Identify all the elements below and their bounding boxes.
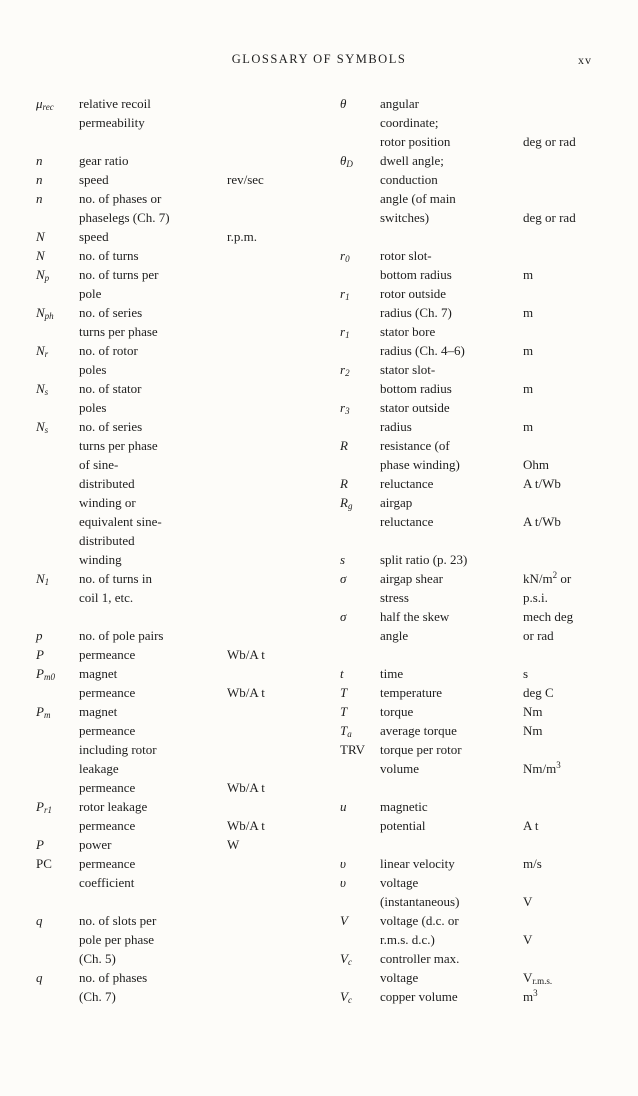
description: angular [380, 96, 419, 111]
description: rotor position [380, 134, 451, 149]
description: radius (Ch. 4–6) [380, 343, 465, 358]
symbol: V [340, 913, 348, 928]
description: pole [79, 286, 102, 301]
unit: $Nm/m^3$ [523, 760, 561, 776]
description: (Ch. 7) [79, 989, 116, 1004]
symbol-subscript: p [44, 273, 50, 283]
symbol: t [340, 666, 344, 681]
unit: Wb/A t [227, 647, 265, 662]
symbol: q [36, 970, 43, 985]
symbol: $r_1$ [340, 286, 350, 302]
symbol-subscript: 1 [345, 292, 350, 302]
symbol: $N_{ph}$ [36, 305, 54, 321]
symbol: $\theta_D$ [340, 153, 353, 169]
description: no. of rotor [79, 343, 138, 358]
description: airgap [380, 495, 413, 510]
unit: rev/sec [227, 172, 264, 187]
description: voltage [380, 970, 419, 985]
description: power [79, 837, 112, 852]
symbol: $\mu_{rec}$ [36, 96, 54, 112]
symbol: σ [340, 609, 347, 624]
description: r.m.s. d.c.) [380, 932, 435, 947]
description: phase winding) [380, 457, 460, 472]
description: rotor outside [380, 286, 447, 301]
unit: $kN/m^2$ or [523, 570, 572, 586]
symbol-subscript: ph [44, 311, 54, 321]
description: voltage (d.c. or [380, 913, 459, 928]
symbol-subscript: s [44, 425, 49, 435]
unit: $m^3$ [523, 988, 538, 1004]
description: angle [380, 628, 409, 643]
unit: m/s [523, 856, 542, 871]
description: of sine- [79, 457, 119, 472]
description: permeance [79, 780, 136, 795]
description: (instantaneous) [380, 894, 460, 909]
symbol: $r_1$ [340, 324, 350, 340]
symbol: N [36, 248, 45, 263]
symbol: s [340, 552, 346, 567]
description: speed [79, 172, 109, 187]
unit-superscript: 2 [552, 570, 558, 580]
description: bottom radius [380, 267, 452, 282]
description: no. of turns in [79, 571, 152, 586]
description: pole per phase [79, 932, 155, 947]
symbol: TRV [340, 742, 365, 757]
symbol: p [36, 628, 43, 643]
symbol: $R_g$ [340, 495, 353, 511]
symbol: σ [340, 571, 347, 586]
page-header-title: GLOSSARY OF SYMBOLS [231, 52, 407, 66]
description: no. of series [79, 419, 143, 434]
description: speed [79, 229, 109, 244]
unit: Ohm [523, 457, 549, 472]
symbol: $N_r$ [36, 343, 49, 359]
description: including rotor [79, 742, 157, 757]
symbol: υ [340, 875, 346, 890]
description: no. of pole pairs [79, 628, 164, 643]
description: permeance [79, 647, 136, 662]
description: rotor leakage [79, 799, 148, 814]
symbol: υ [340, 856, 346, 871]
symbol: T [340, 685, 348, 700]
description: permeance [79, 685, 136, 700]
symbol: R [340, 476, 348, 491]
unit: mech deg [523, 609, 574, 624]
unit: p.s.i. [523, 590, 548, 605]
unit-subscript: r.m.s. [532, 976, 553, 986]
symbol: $V_c$ [340, 989, 352, 1005]
unit: m [523, 305, 534, 320]
description: leakage [79, 761, 119, 776]
description: turns per phase [79, 438, 158, 453]
description: reluctance [380, 476, 434, 491]
description: potential [380, 818, 426, 833]
description: voltage [380, 875, 419, 890]
description: time [380, 666, 404, 681]
description: no. of turns per [79, 267, 159, 282]
unit: s [523, 666, 529, 681]
description: no. of stator [79, 381, 142, 396]
symbol-subscript: r [44, 349, 49, 359]
description: angle (of main [380, 191, 456, 206]
unit: V [523, 932, 533, 947]
description: no. of turns [79, 248, 139, 263]
symbol-subscript: rec [42, 102, 54, 112]
description: bottom radius [380, 381, 452, 396]
description: reluctance [380, 514, 434, 529]
symbol: $T_a$ [340, 723, 352, 739]
unit: A t/Wb [523, 476, 561, 491]
symbol-subscript: 2 [345, 368, 350, 378]
symbol: R [340, 438, 348, 453]
symbol: N [36, 229, 45, 244]
symbol: $P_{m0}$ [36, 666, 55, 682]
unit: A t/Wb [523, 514, 561, 529]
symbol-subscript: r1 [43, 805, 52, 815]
description: split ratio (p. 23) [380, 552, 468, 567]
description: stress [380, 590, 409, 605]
unit: Wb/A t [227, 780, 265, 795]
symbol: $r_0$ [340, 248, 350, 264]
unit: m [523, 419, 534, 434]
symbol: u [340, 799, 347, 814]
unit: m [523, 381, 534, 396]
symbol: $V_c$ [340, 951, 352, 967]
unit: $V_{r.m.s.}$ [523, 970, 553, 986]
description: winding [79, 552, 122, 567]
description: half the skew [380, 609, 450, 624]
description: coil 1, etc. [79, 590, 134, 605]
symbol: $r_2$ [340, 362, 350, 378]
description: no. of slots per [79, 913, 157, 928]
unit: deg or rad [523, 134, 576, 149]
symbol: n [36, 191, 43, 206]
description: permeance [79, 856, 136, 871]
description: rotor slot- [380, 248, 432, 263]
description: radius [380, 419, 412, 434]
unit: A t [523, 818, 539, 833]
symbol-subscript: s [44, 387, 49, 397]
unit: Wb/A t [227, 818, 265, 833]
symbol: $N_p$ [36, 267, 50, 283]
description: distributed [79, 476, 135, 491]
symbol: P [36, 837, 44, 852]
symbol: PC [36, 856, 52, 871]
description: no. of phases or [79, 191, 162, 206]
description: switches) [380, 210, 430, 225]
unit: deg or rad [523, 210, 576, 225]
symbol-subscript: m [43, 710, 51, 720]
symbol-subscript: m0 [43, 672, 55, 682]
description: volume [380, 761, 419, 776]
description: permeance [79, 818, 136, 833]
description: stator outside [380, 400, 450, 415]
symbol: q [36, 913, 43, 928]
description: coefficient [79, 875, 135, 890]
description: equivalent sine- [79, 514, 162, 529]
description: distributed [79, 533, 135, 548]
description: temperature [380, 685, 443, 700]
description: stator bore [380, 324, 436, 339]
description: permeability [79, 115, 145, 130]
description: relative recoil [79, 96, 151, 111]
description: gear ratio [79, 153, 129, 168]
description: average torque [380, 723, 457, 738]
description: poles [79, 400, 107, 415]
symbol: $P_{r1}$ [36, 799, 52, 815]
description: phaselegs (Ch. 7) [79, 210, 170, 225]
unit: Nm [523, 704, 543, 719]
description: airgap shear [380, 571, 443, 586]
description: coordinate; [380, 115, 439, 130]
unit: V [523, 894, 533, 909]
symbol-subscript: 1 [345, 330, 350, 340]
description: torque per rotor [380, 742, 462, 757]
description: magnet [79, 666, 118, 681]
description: winding or [79, 495, 136, 510]
symbol: $N_s$ [36, 381, 49, 397]
description: resistance (of [380, 438, 450, 453]
description: turns per phase [79, 324, 158, 339]
description: linear velocity [380, 856, 455, 871]
unit-superscript: 3 [556, 760, 561, 770]
page-number: xv [578, 53, 592, 67]
unit: W [227, 837, 240, 852]
symbol-subscript: g [347, 501, 353, 511]
unit: Wb/A t [227, 685, 265, 700]
description: poles [79, 362, 107, 377]
symbol-subscript: 3 [345, 406, 350, 416]
symbol: $P_m$ [36, 704, 51, 720]
symbol-subscript: a [347, 729, 352, 739]
symbol: P [36, 647, 44, 662]
description: radius (Ch. 7) [380, 305, 452, 320]
description: conduction [380, 172, 438, 187]
description: copper volume [380, 989, 458, 1004]
description: dwell angle; [380, 153, 444, 168]
symbol: θ [340, 96, 347, 111]
symbol: n [36, 172, 43, 187]
symbol: $N_1$ [36, 571, 50, 587]
description: magnet [79, 704, 118, 719]
description: torque [380, 704, 414, 719]
unit: m [523, 267, 534, 282]
symbol-subscript: c [347, 957, 352, 967]
description: controller max. [380, 951, 460, 966]
unit: or rad [523, 628, 554, 643]
description: stator slot- [380, 362, 436, 377]
symbol-subscript: 0 [345, 254, 350, 264]
unit: m [523, 343, 534, 358]
symbol: n [36, 153, 43, 168]
unit: deg C [523, 685, 554, 700]
symbol: T [340, 704, 348, 719]
description: no. of phases [79, 970, 148, 985]
symbol-subscript: c [347, 995, 352, 1005]
unit: r.p.m. [227, 229, 257, 244]
description: permeance [79, 723, 136, 738]
symbol: $r_3$ [340, 400, 350, 416]
description: magnetic [380, 799, 428, 814]
unit-superscript: 3 [533, 988, 538, 998]
unit: Nm [523, 723, 543, 738]
description: no. of series [79, 305, 143, 320]
symbol: $N_s$ [36, 419, 49, 435]
description: (Ch. 5) [79, 951, 116, 966]
symbol-subscript: D [346, 159, 353, 169]
symbol-subscript: 1 [44, 577, 50, 587]
